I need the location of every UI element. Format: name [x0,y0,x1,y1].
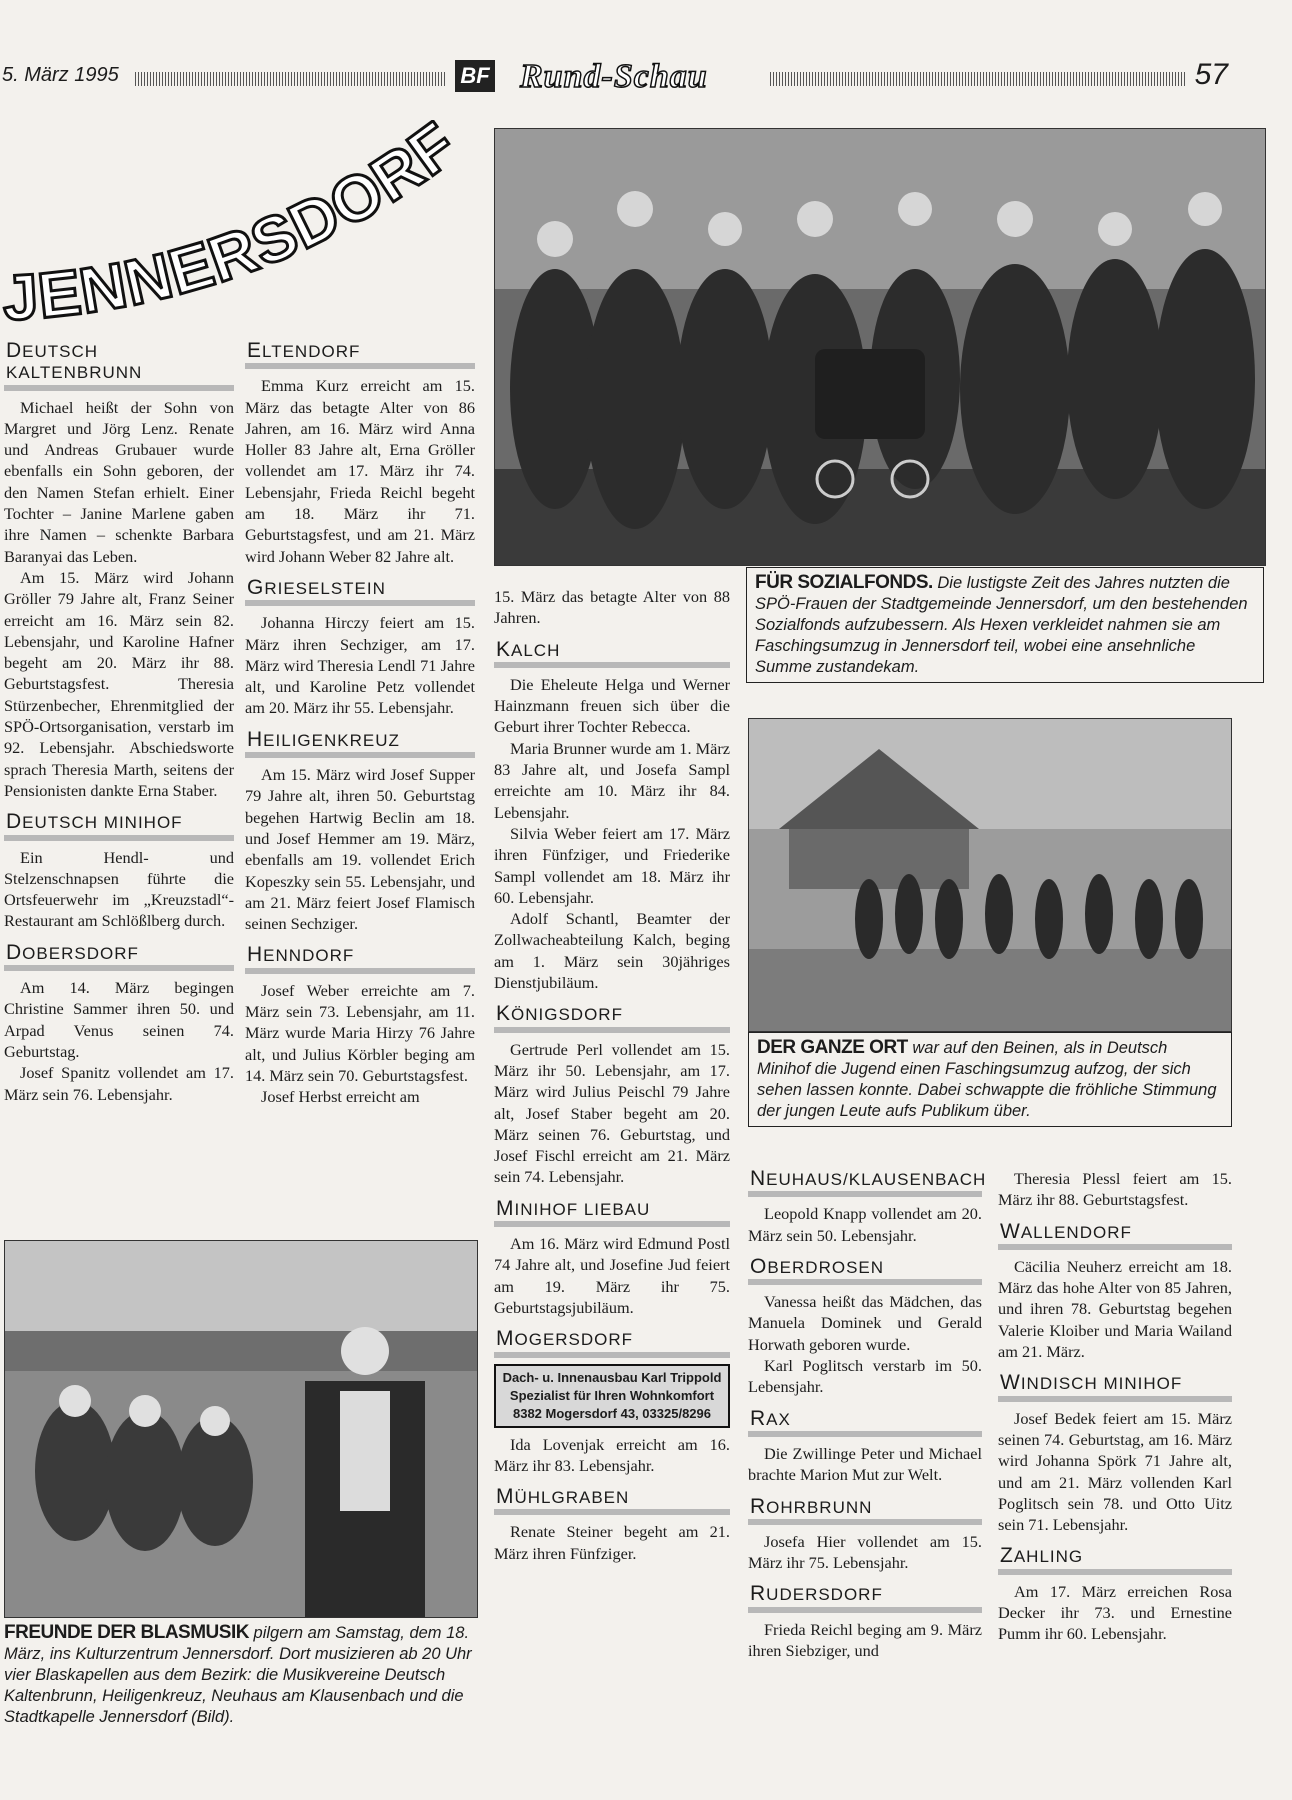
section-heading: ROHRBRUNN [748,1496,982,1525]
paragraph: Renate Steiner begeht am 21. März ihren Fünfziger. [494,1522,730,1563]
section-heading: WINDISCH MINIHOF [998,1372,1232,1401]
section-heading: RAX [748,1408,982,1437]
paragraph: Vanessa heißt das Mädchen, das Manuela Dominek und Gerald Horwath geboren wurde. [748,1292,982,1354]
column-1 [4,340,234,1105]
section-heading: KALCH [494,639,730,668]
section-heading: NEUHAUS/KLAUSENBACH [748,1168,982,1197]
paragraph: Ida Lovenjak erreicht am 16. März ihr 83. Lebensjahr. [494,1434,730,1475]
paragraph: Cäcilia Neuherz erreicht am 18. März das hohe Alter von 85 Jahren, und ihren 78. Geburtstag begehen Valerie Kloiber und Maria Wailand am 21. März. [998,1256,1232,1362]
paragraph: Josef Weber erreichte am 7. März sein 73. Lebensjahr, am 11. März wurde Maria Hirzy 76 Jahre alt, und Julius Körbler beging am 14. März sein 70. Geburtstagsfest. [245,980,475,1085]
section-heading: ELTENDORF [245,340,475,369]
header-rule-right [770,72,1185,86]
section-heading: GRIESELSTEIN [245,577,475,606]
caption-crowd-lead: DER GANZE ORT [757,1037,908,1058]
svg-text:JENNERSDORF [1,120,470,334]
paragraph: 15. März das betagte Alter von 88 Jahren. [494,587,730,628]
paragraph: Leopold Knapp vollendet am 20. März sein 50. Lebensjahr. [748,1204,982,1245]
paragraph: Karl Poglitsch verstarb im 50. Lebensjahr. [748,1356,982,1397]
paragraph: Ein Hendl- und Stelzenschnapsen führte die Ortsfeuerwehr im „Kreuzstadl“-Restaurant am Schlößlberg durch. [4,847,234,931]
section-heading: DEUTSCH KALTENBRUNN [4,340,234,391]
ad-line-2: Spezialist für Ihren Wohnkomfort [509,1387,715,1403]
section-heading: ZAHLING [998,1545,1232,1574]
advertisement-box [494,1364,730,1428]
paragraph: Josef Bedek feiert am 15. März seinen 74. Geburtstag, am 16. März wird Johanna Spörk 71 Jahre alt, und am 21. März vollenden Karl Poglitsch sein 78. und Otto Uitz sein 71. Lebensjahr. [998,1408,1232,1535]
photo-witches [494,128,1266,566]
section-heading: MINIHOF LIEBAU [494,1198,730,1227]
caption-band-lead: FREUNDE DER BLASMUSIK [4,1622,249,1643]
paragraph: Am 15. März wird Johann Gröller 79 Jahre alt, Franz Seiner erreicht am 16. März sein 82. Lebensjahr, und Karoline Hafner begeht am 20. März ihr 88. Geburtstagsfest. Theresia Stürzenbecher, Ehrenmitglied der SPÖ-Ortsorganisation, verstarb im 92. Lebensjahr. Abschiedsworte sprach Theresia Marth, seitens der Pensionisten dankte Erna Staber. [4,567,234,800]
paragraph: Johanna Hirczy feiert am 15. März ihren Sechziger, am 17. März wird Theresia Lendl 71 Jahre alt, und Karoline Petz vollendet am 20. März ihr 55. Lebensjahr. [245,613,475,718]
section-heading: HENNDORF [245,944,475,973]
caption-band-text: pilgern am Samstag, dem 18. März, ins Kulturzentrum Jennersdorf. Dort musizieren ab 20 Uhr vier Blaskapellen aus dem Bezirk: die Musikvereine Deutsch Kaltenbrunn, Heiligenkreuz, Neuhaus am Klausenbach und die Stadtkapelle Jennersdorf (Bild). [4,1624,472,1726]
section-heading: RUDERSDORF [748,1583,982,1612]
section-heading: OBERDROSEN [748,1256,982,1285]
paragraph: Die Eheleute Helga und Werner Hainzmann freuen sich über die Geburt ihrer Tochter Rebecca. [494,674,730,737]
paragraph: Am 16. März wird Edmund Postl 74 Jahre alt, und Josefine Jud feiert am 19. März ihr 75. Geburtstagsjubiläum. [494,1234,730,1317]
publication-logo: BF [455,60,495,92]
caption-witches [746,567,1264,683]
paragraph: Josef Spanitz vollendet am 17. März sein 76. Lebensjahr. [4,1063,234,1104]
caption-witches-text: Die lustigste Zeit des Jahres nutzten die SPÖ-Frauen der Stadtgemeinde Jennersdorf, um den bestehenden Sozialfonds aufzubessern. Als Hexen verkleidet nahmen sie am Faschingsumzug in Jennersdorf teil, wobei eine ansehnliche Summe zustandekam. [755,574,1248,676]
column-4 [748,1167,987,1661]
section-title: Rund-Schau [520,58,708,95]
caption-crowd-text: war auf den Beinen, als in Deutsch Minihof die Jugend einen Faschingsumzug aufzog, der sich sehen lassen konnte. Dabei schwappte die fröhliche Stimmung der jungen Leute aufs Publikum über. [757,1039,1217,1120]
photo-crowd [748,718,1232,1032]
page-number: 57 [1194,58,1228,91]
paragraph: Josefa Hier vollendet am 15. März ihr 75. Lebensjahr. [748,1531,982,1573]
column-2 [245,340,475,1108]
paragraph: Adolf Schantl, Beamter der Zollwacheabteilung Kalch, beging am 1. März sein 30jähriges Dienstjubiläum. [494,909,730,993]
paragraph: Silvia Weber feiert am 17. März ihren Fünfziger, und Friederike Sampl vollendet am 18. März ihr 60. Lebensjahr. [494,823,730,907]
header-rule-left [135,72,445,86]
paragraph: Emma Kurz erreicht am 15. März das betagte Alter von 86 Jahren, am 16. März wird Anna Holler 83 Jahre alt, Erna Gröller vollendet am 17. März ihr 74. Lebensjahr, Frieda Reichl begeht am 18. März ihr 71. Geburtstagsfest, und am 21. März wird Johann Weber 82 Jahre alt. [245,376,475,566]
ad-line-1: Dach- u. Innenausbau Karl Trippold [502,1369,722,1385]
section-heading: DEUTSCH MINIHOF [4,811,234,840]
column-5 [998,1168,1232,1645]
section-heading: DOBERSDORF [4,942,234,971]
town-title: JENNERSDORF [0,120,470,335]
paragraph: Josef Herbst erreicht am [261,1087,420,1107]
paragraph: Gertrude Perl vollendet am 15. März ihr 50. Lebensjahr, am 17. März wird Julius Peischl 79 Jahre alt, Josef Staber begeht am 20. März seinen 76. Geburtstag, und Josef Fischl erreicht am 21. März sein 74. Lebensjahr. [494,1039,730,1187]
section-heading: KÖNIGSDORF [494,1003,730,1032]
section-heading: WALLENDORF [998,1221,1232,1250]
section-heading: HEILIGENKREUZ [245,729,475,758]
paragraph: Frieda Reichl beging am 9. März ihren Siebziger, und [748,1619,982,1661]
town-title-graphic [0,120,474,340]
issue-date: 5. März 1995 [2,64,119,86]
caption-band [4,1622,474,1728]
paragraph: Die Zwillinge Peter und Michael brachte Marion Mut zur Welt. [748,1443,982,1485]
ad-line-3: 8382 Mogersdorf 43, 03325/8296 [512,1405,711,1421]
photo-band-image [5,1241,477,1617]
photo-witches-image [495,129,1265,565]
section-heading: MÜHLGRABEN [494,1486,730,1515]
photo-band [4,1240,478,1618]
paragraph: Maria Brunner wurde am 1. März 83 Jahre alt, und Josefa Sampl erreichte am 10. März ihr 84. Lebensjahr. [494,738,730,822]
paragraph: Am 14. März begingen Christine Sammer ihren 50. und Arpad Venus seinen 74. Geburtstag. [4,978,234,1061]
paragraph: Am 15. März wird Josef Supper 79 Jahre alt, ihren 50. Geburtstag begehen Hartwig Beclin am 18. und Josef Hemmer am 19. März, ebenfalls am 19. vollendet Erich Kopeszky sein 55. Lebensjahr, und am 21. März feiert Josef Flamisch seinen Sechziger. [245,765,475,934]
section-heading: MOGERSDORF [494,1328,730,1357]
column-3 [494,586,730,1564]
photo-crowd-image [749,719,1231,1031]
caption-crowd [748,1032,1232,1127]
paragraph: Michael heißt der Sohn von Margret und Jörg Lenz. Renate und Andreas Grubauer wurde ebenfalls ein Sohn geboren, der den Namen Stefan erhielt. Einer Tochter – Janine Marlene gaben ihre Namen – schenkte Barbara Baranyai das Leben. [4,397,234,566]
caption-witches-lead: FÜR SOZIALFONDS. [755,572,933,593]
paragraph: Theresia Plessl feiert am 15. März ihr 88. Geburtstagsfest. [998,1169,1232,1210]
paragraph: Am 17. März erreichen Rosa Decker ihr 73. und Ernestine Pumm ihr 60. Lebensjahr. [998,1581,1232,1644]
